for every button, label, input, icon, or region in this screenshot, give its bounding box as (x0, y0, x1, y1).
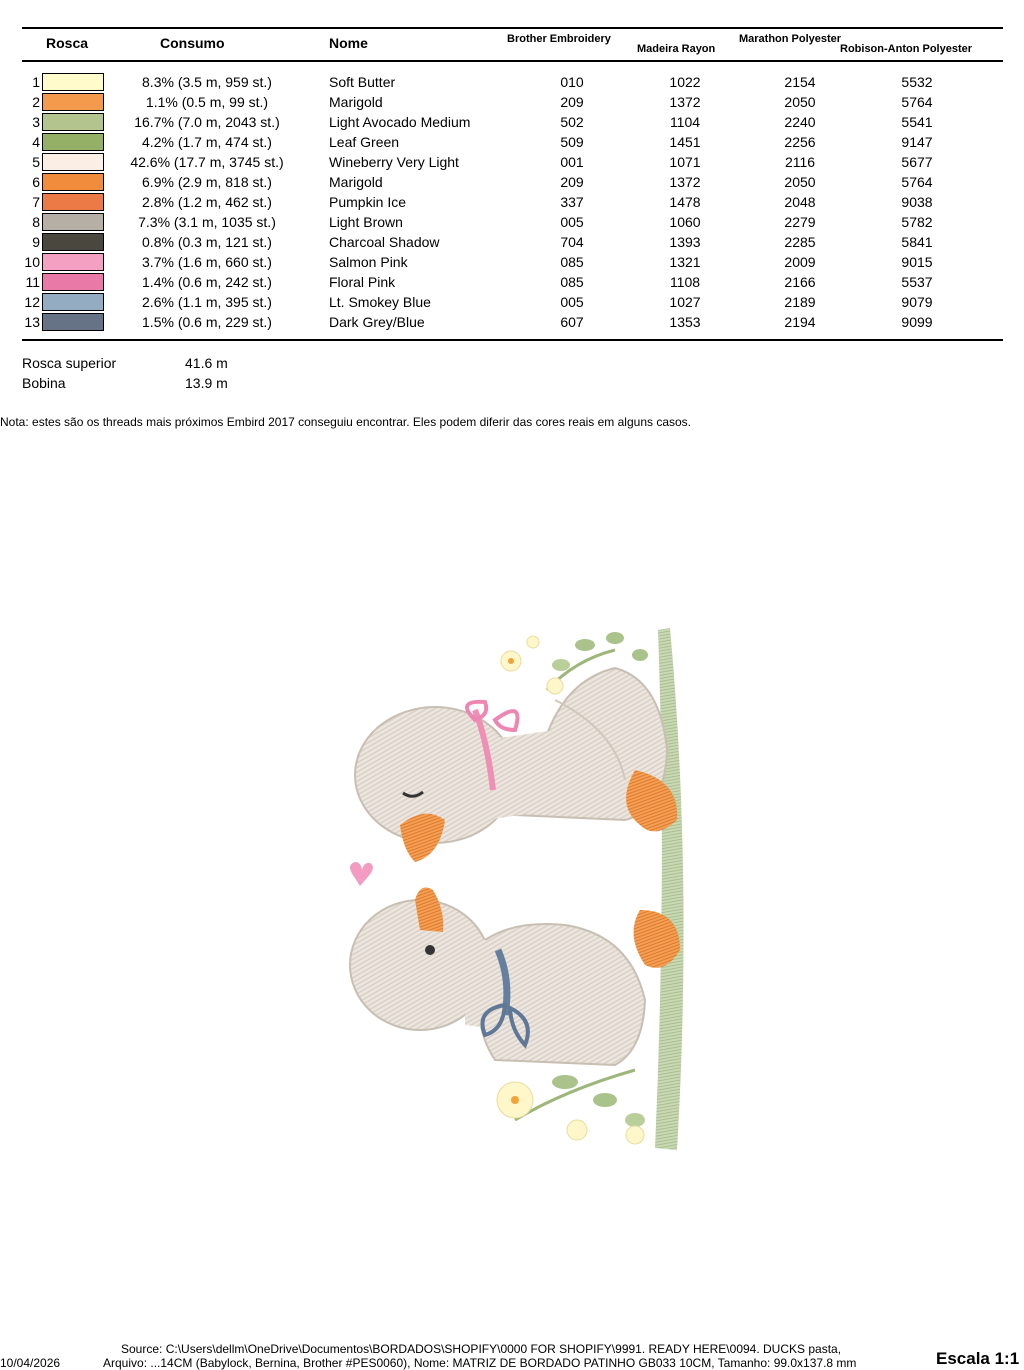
marathon-code: 2050 (784, 174, 816, 190)
table-row (0, 232, 1024, 252)
brother-code: 337 (560, 194, 584, 210)
table-row (0, 212, 1024, 232)
thread-number: 6 (32, 174, 40, 190)
thread-consumption: 6.9% (2.9 m, 818 st.) (142, 174, 272, 190)
thread-name: Light Avocado Medium (329, 114, 471, 130)
robison-code: 9099 (901, 314, 933, 330)
robison-code: 5541 (901, 114, 933, 130)
footer-source: Source: C:\Users\dellm\OneDrive\Documentos\BORDADOS\SHOPIFY\0000 FOR SHOPIFY\9991. READY HERE\0094. DUCKS pasta, (121, 1342, 842, 1356)
thread-name: Lt. Smokey Blue (329, 294, 431, 310)
table-row (0, 312, 1024, 332)
thread-name: Marigold (329, 174, 383, 190)
table-bottom-rule (22, 339, 1003, 341)
marathon-code: 2256 (784, 134, 816, 150)
robison-code: 5782 (901, 214, 933, 230)
thread-color-swatch (42, 93, 104, 111)
marathon-code: 2189 (784, 294, 816, 310)
thread-name: Marigold (329, 94, 383, 110)
madeira-code: 1022 (669, 74, 701, 90)
robison-code: 5537 (901, 274, 933, 290)
thread-number: 11 (25, 274, 40, 290)
thread-color-swatch (42, 293, 104, 311)
header-nome: Nome (329, 35, 368, 51)
thread-color-swatch (42, 73, 104, 91)
brother-code: 209 (560, 174, 584, 190)
brother-code: 005 (560, 294, 584, 310)
thread-name: Floral Pink (329, 274, 396, 290)
madeira-code: 1108 (669, 274, 701, 290)
thread-name: Dark Grey/Blue (329, 314, 425, 330)
brother-code: 010 (560, 74, 584, 90)
thread-number: 13 (24, 314, 40, 330)
table-top-rule (22, 27, 1003, 29)
marathon-code: 2050 (784, 94, 816, 110)
thread-number: 4 (32, 134, 40, 150)
thread-color-swatch (42, 233, 104, 251)
madeira-code: 1372 (669, 94, 701, 110)
thread-name: Pumpkin Ice (329, 194, 407, 210)
thread-name: Soft Butter (329, 74, 396, 90)
thread-name: Wineberry Very Light (329, 154, 459, 170)
header-bottom-rule (22, 60, 1003, 62)
thread-name: Leaf Green (329, 134, 400, 150)
table-row (0, 92, 1024, 112)
lower-duck (350, 888, 680, 1065)
robison-code: 5764 (901, 94, 933, 110)
madeira-code: 1393 (669, 234, 701, 250)
header-robison: Robison-Anton Polyester (840, 43, 973, 55)
thread-color-swatch (42, 313, 104, 331)
table-row (0, 252, 1024, 272)
thread-consumption: 16.7% (7.0 m, 2043 st.) (134, 114, 280, 130)
marathon-code: 2116 (784, 154, 816, 170)
table-row (0, 72, 1024, 92)
note-text: Nota: estes são os threads mais próximos Embird 2017 conseguiu encontrar. Eles podem diferir das cores reais em alguns casos. (0, 415, 692, 429)
thread-consumption: 1.5% (0.6 m, 229 st.) (142, 314, 272, 330)
brother-code: 209 (560, 94, 584, 110)
marathon-code: 2166 (784, 274, 816, 290)
footer-arquivo: Arquivo: ...14CM (Babylock, Bernina, Brother #PES0060), Nome: MATRIZ DE BORDADO PATINHO GB033 10CM, Tamanho: 99.0x137.8 mm (103, 1356, 857, 1370)
robison-code: 9147 (901, 134, 933, 150)
brother-code: 005 (560, 214, 584, 230)
bobbin-label: Bobina (22, 375, 66, 391)
robison-code: 5841 (901, 234, 933, 250)
madeira-code: 1027 (669, 294, 701, 310)
thread-consumption: 1.1% (0.5 m, 99 st.) (145, 94, 269, 110)
marathon-code: 2240 (784, 114, 816, 130)
thread-color-swatch (42, 113, 104, 131)
robison-code: 5677 (901, 154, 933, 170)
marathon-code: 2279 (784, 214, 816, 230)
thread-consumption: 0.8% (0.3 m, 121 st.) (142, 234, 272, 250)
table-row (0, 132, 1024, 152)
thread-number: 3 (32, 114, 40, 130)
madeira-code: 1353 (669, 314, 701, 330)
marathon-code: 2285 (784, 234, 816, 250)
scale-label: Escala 1:1 (936, 1349, 1020, 1368)
thread-consumption: 7.3% (3.1 m, 1035 st.) (138, 214, 276, 230)
thread-number: 2 (32, 94, 40, 110)
thread-name: Light Brown (329, 214, 403, 230)
thread-number: 5 (32, 154, 40, 170)
header-marathon: Marathon Polyester (739, 33, 842, 45)
madeira-code: 1372 (669, 174, 701, 190)
robison-code: 5532 (901, 74, 933, 90)
heart-icon (350, 862, 373, 886)
robison-code: 9038 (901, 194, 933, 210)
thread-number: 7 (32, 194, 40, 210)
madeira-code: 1451 (669, 134, 701, 150)
thread-color-swatch (42, 253, 104, 271)
top-thread-value: 41.6 m (185, 355, 228, 371)
table-row (0, 172, 1024, 192)
brother-code: 509 (560, 134, 584, 150)
thread-consumption: 2.8% (1.2 m, 462 st.) (142, 194, 272, 210)
table-row (0, 112, 1024, 132)
thread-consumption: 3.7% (1.6 m, 660 st.) (142, 254, 272, 270)
madeira-code: 1071 (669, 154, 701, 170)
brother-code: 607 (560, 314, 584, 330)
thread-color-swatch (42, 193, 104, 211)
brother-code: 085 (560, 254, 584, 270)
brother-code: 085 (560, 274, 584, 290)
brother-code: 502 (560, 114, 584, 130)
footer-date: 10/04/2026 (0, 1356, 61, 1370)
thread-color-swatch (42, 213, 104, 231)
thread-number: 12 (24, 294, 40, 310)
madeira-code: 1478 (669, 194, 701, 210)
table-row (0, 192, 1024, 212)
header-brother: Brother Embroidery (507, 33, 611, 45)
madeira-code: 1060 (669, 214, 701, 230)
thread-color-swatch (42, 153, 104, 171)
table-row (0, 152, 1024, 172)
thread-number: 10 (24, 254, 40, 270)
robison-code: 9079 (901, 294, 933, 310)
thread-consumption: 8.3% (3.5 m, 959 st.) (142, 74, 272, 90)
madeira-code: 1104 (669, 114, 701, 130)
bobbin-value: 13.9 m (185, 375, 228, 391)
robison-code: 9015 (901, 254, 933, 270)
thread-consumption: 4.2% (1.7 m, 474 st.) (142, 134, 272, 150)
marathon-code: 2048 (784, 194, 816, 210)
marathon-code: 2154 (784, 74, 816, 90)
table-row (0, 272, 1024, 292)
marathon-code: 2194 (784, 314, 816, 330)
thread-number: 1 (32, 74, 40, 90)
thread-name: Charcoal Shadow (329, 234, 440, 250)
embroidery-preview (315, 620, 715, 1160)
thread-consumption: 1.4% (0.6 m, 242 st.) (142, 274, 272, 290)
brother-code: 001 (560, 154, 584, 170)
header-rosca: Rosca (46, 35, 89, 51)
header-consumo: Consumo (160, 35, 225, 51)
thread-number: 9 (32, 234, 40, 250)
grass-strip (655, 628, 684, 1150)
marathon-code: 2009 (784, 254, 816, 270)
madeira-code: 1321 (669, 254, 701, 270)
robison-code: 5764 (901, 174, 933, 190)
top-thread-label: Rosca superior (22, 355, 117, 371)
thread-name: Salmon Pink (329, 254, 408, 270)
thread-color-swatch (42, 173, 104, 191)
bottom-flowers (497, 1070, 645, 1144)
upper-duck (355, 668, 677, 862)
brother-code: 704 (560, 234, 584, 250)
thread-color-swatch (42, 133, 104, 151)
thread-consumption: 42.6% (17.7 m, 3745 st.) (130, 154, 284, 170)
thread-color-swatch (42, 273, 104, 291)
thread-number: 8 (32, 214, 40, 230)
header-madeira: Madeira Rayon (637, 43, 716, 55)
table-row (0, 292, 1024, 312)
thread-consumption: 2.6% (1.1 m, 395 st.) (142, 294, 272, 310)
